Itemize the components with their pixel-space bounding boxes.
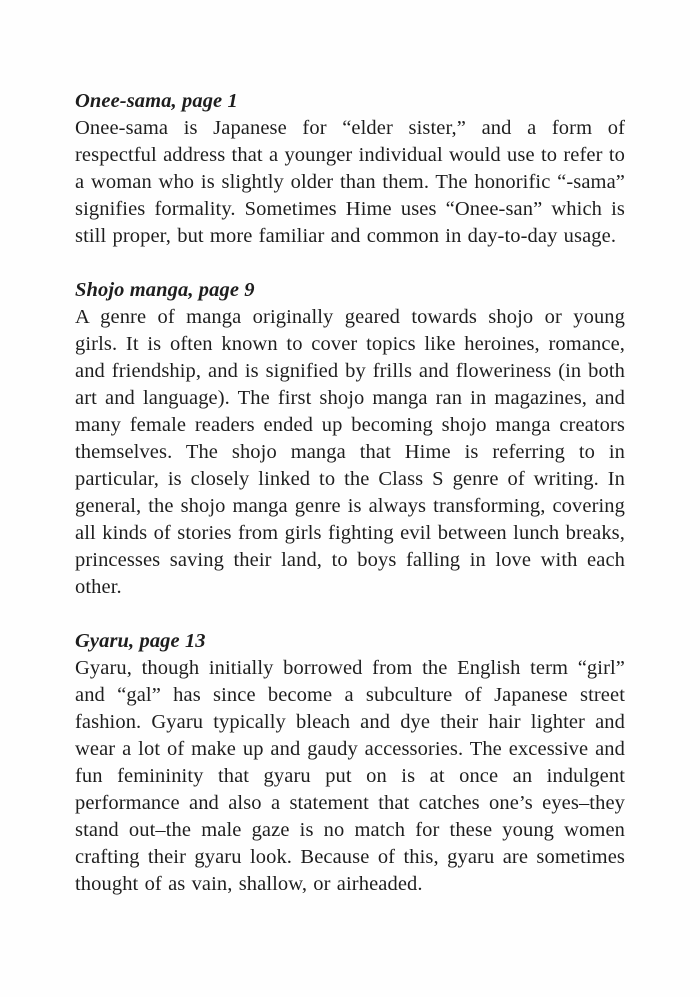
glossary-section-shojo-manga <box>75 277 625 601</box>
section-body: A genre of manga originally geared towards shojo or young girls. It is often known to cover topics like heroines, romance, and friendship, and is signified by frills and floweriness (in both art and language). The first shojo manga ran in magazines, and many female readers ended up becoming shojo manga creators themselves. The shojo manga that Hime is referring to in particular, is closely linked to the Class S genre of writing. In general, the shojo manga genre is always transforming, covering all kinds of stories from girls fighting evil between lunch breaks, princesses saving their land, to boys falling in love with each other. <box>75 306 625 598</box>
glossary-section-gyaru <box>75 628 625 898</box>
section-body: Onee-sama is Japanese for “elder sister,” and a form of respectful address that a younger individual would use to refer to a woman who is slightly older than them. The honorific “-sama” signifies formality. Sometimes Hime uses “Onee-san” which is still proper, but more familiar and common in day-to-day usage. <box>75 117 625 247</box>
section-heading: Onee-sama, page 1 <box>75 90 238 112</box>
section-heading: Shojo manga, page 9 <box>75 279 255 301</box>
section-heading: Gyaru, page 13 <box>75 630 206 652</box>
section-body: Gyaru, though initially borrowed from the English term “girl” and “gal” has since become a subculture of Japanese street fashion. Gyaru typically bleach and dye their hair lighter and wear a lot of make up and gaudy accessories. The excessive and fun femininity that gyaru put on is at once an indulgent performance and also a statement that catches one’s eyes–they stand out–the male gaze is no match for these young women crafting their gyaru look. Because of this, gyaru are sometimes thought of as vain, shallow, or airheaded. <box>75 657 625 895</box>
glossary-section-onee-sama <box>75 88 625 250</box>
